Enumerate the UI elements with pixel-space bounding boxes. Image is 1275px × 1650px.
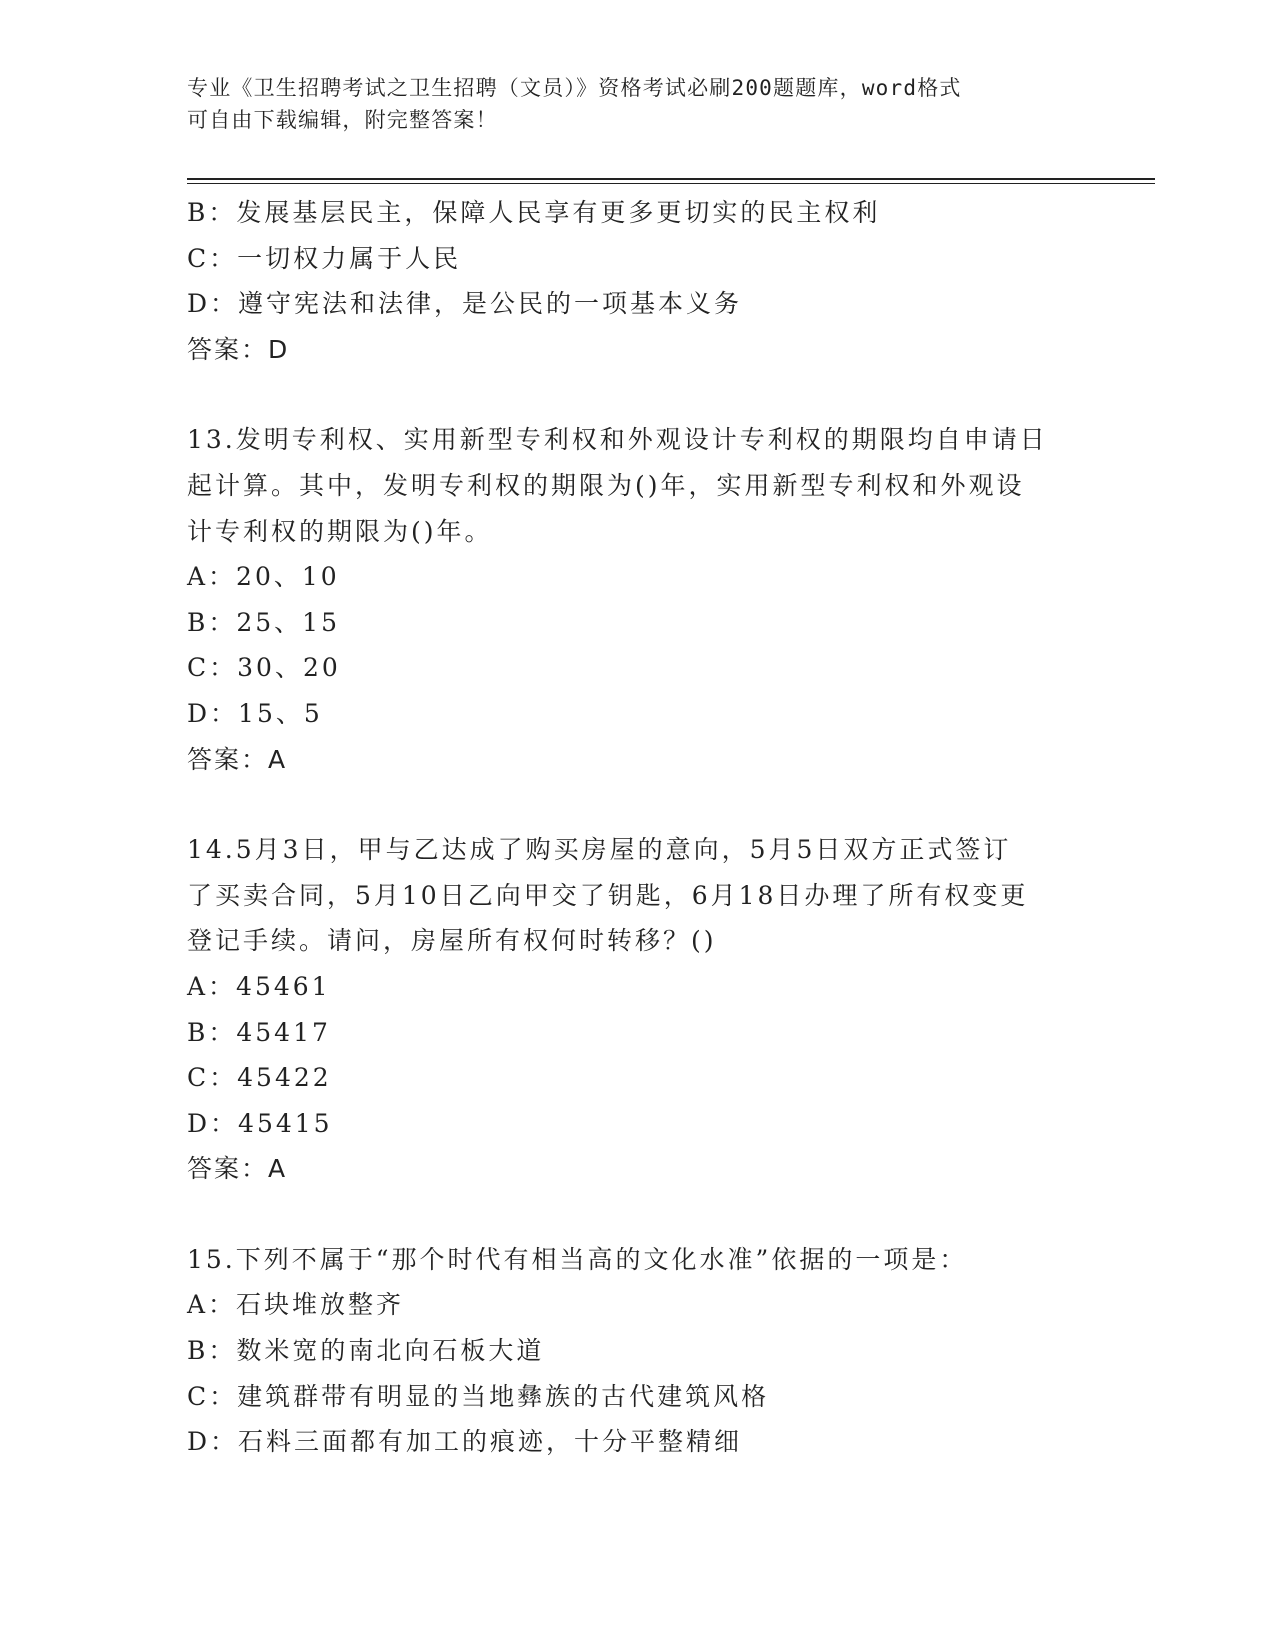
question-12-tail	[187, 190, 1087, 372]
option-c: C：30、20	[187, 653, 341, 683]
question-14	[187, 827, 1087, 1192]
option-b: B：25、15	[187, 607, 340, 637]
option-d: D：遵守宪法和法律，是公民的一项基本义务	[187, 289, 743, 319]
question-text-line: 15.下列不属于“那个时代有相当高的文化水准”依据的一项是：	[187, 1244, 968, 1274]
option-a: A：石块堆放整齐	[187, 1290, 405, 1320]
option-c: C：45422	[187, 1063, 332, 1093]
header-rule-thick	[187, 178, 1155, 180]
option-a: A：45461	[187, 971, 331, 1001]
question-text-line: 14.5月3日，甲与乙达成了购买房屋的意向，5月5日双方正式签订	[187, 835, 1012, 865]
question-list	[187, 190, 1087, 1465]
option-b: B：发展基层民主，保障人民享有更多更切实的民主权利	[187, 198, 881, 227]
answer-label: 答案：D	[187, 334, 290, 364]
option-d: D：45415	[187, 1108, 333, 1138]
answer-label: 答案：A	[187, 1154, 288, 1184]
answer-label: 答案：A	[187, 744, 288, 774]
question-15	[187, 1237, 1087, 1465]
option-c: C：建筑群带有明显的当地彝族的古代建筑风格	[187, 1381, 770, 1411]
question-text-line: 起计算。其中，发明专利权的期限为()年，实用新型专利权和外观设	[187, 470, 1025, 500]
question-text-line: 13.发明专利权、实用新型专利权和外观设计专利权的期限均自申请日	[187, 425, 1048, 455]
header-line-1: 专业《卫生招聘考试之卫生招聘（文员）》资格考试必刷200题题库，word格式	[187, 76, 962, 100]
option-b: B：数米宽的南北向石板大道	[187, 1336, 545, 1366]
document-header	[187, 72, 1057, 136]
question-text-line: 了买卖合同，5月10日乙向甲交了钥匙，6月18日办理了所有权变更	[187, 880, 1029, 910]
option-b: B：45417	[187, 1017, 331, 1047]
option-d: D：石料三面都有加工的痕迹，十分平整精细	[187, 1427, 743, 1457]
option-d: D：15、5	[187, 698, 323, 728]
header-line-2: 可自由下载编辑，附完整答案！	[187, 108, 498, 132]
question-13	[187, 417, 1087, 782]
option-c: C：一切权力属于人民	[187, 243, 462, 273]
header-rule-thin	[187, 183, 1155, 184]
option-a: A：20、10	[187, 562, 340, 592]
question-text-line: 登记手续。请问，房屋所有权何时转移？()	[187, 926, 717, 956]
question-text-line: 计专利权的期限为()年。	[187, 516, 493, 546]
